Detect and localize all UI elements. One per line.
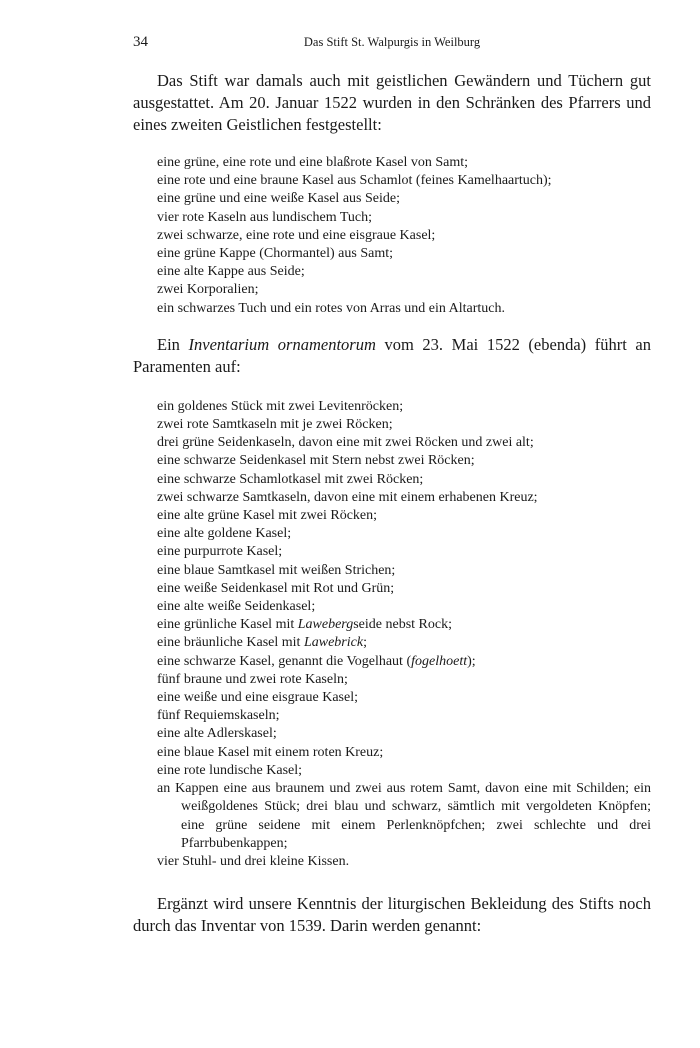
list-item: eine alte Adlerskasel; <box>157 726 277 742</box>
list-item: ein schwarzes Tuch und ein rotes von Arras und ein Altartuch. <box>157 300 505 316</box>
text-segment: eine bräunliche Kasel mit <box>157 635 304 651</box>
list-item: fünf braune und zwei rote Kaseln; <box>157 671 348 687</box>
list-item: eine weiße und eine eisgraue Kasel; <box>157 690 358 706</box>
text-segment: eine schwarze Kasel, genannt die Vogelhaut ( <box>157 653 412 669</box>
list-item: eine purpurrote Kasel; <box>157 544 283 560</box>
paragraph-inventarium <box>133 334 651 378</box>
document-page <box>133 34 651 937</box>
list-item: eine blaue Kasel mit einem roten Kreuz; <box>157 744 384 760</box>
list-item: eine alte Kappe aus Seide; <box>157 264 305 280</box>
page-header <box>133 34 651 54</box>
list-item-long: an Kappen eine aus braunem und zwei aus rotem Samt, davon eine mit Schilden; ein weißgoldenes Stück; drei blau und schwarz, sämtlich mit vergoldeten Knöpfen; eine grüne seidene mit einem Perlenknöpfchen; zwei schlechte und drei Pfarrbubenkappen; <box>157 781 651 851</box>
list-item: eine schwarze Seidenkasel mit Stern nebst zwei Röcken; <box>157 453 475 469</box>
page-number: 34 <box>133 34 148 50</box>
italic-title: Inventarium ornamentorum <box>188 334 376 354</box>
text-segment: seide nebst Rock; <box>353 617 452 633</box>
list-item: zwei schwarze, eine rote und eine eisgraue Kasel; <box>157 227 436 243</box>
list-item: eine weiße Seidenkasel mit Rot und Grün; <box>157 580 395 596</box>
list-item: eine rote lundische Kasel; <box>157 762 303 778</box>
list-item: zwei schwarze Samtkaseln, davon eine mit einem erhabenen Kreuz; <box>157 489 538 505</box>
paragraph-intro: Das Stift war damals auch mit geistlichen Gewändern und Tüchern gut ausgestattet. Am 20. Januar 1522 wurden in den Schränken des Pfarrers und eines zweiten Geistlichen festgestellt: <box>133 71 651 134</box>
text-segment: ); <box>467 653 476 669</box>
inventory-list-1522-january <box>133 154 651 318</box>
list-item: fünf Requiemskaseln; <box>157 708 280 724</box>
list-item: eine schwarze Schamlotkasel mit zwei Röcken; <box>157 471 424 487</box>
text-segment: ; <box>363 635 367 651</box>
running-head: Das Stift St. Walpurgis in Weilburg <box>303 35 481 49</box>
italic-term: Laweberg <box>297 617 354 633</box>
list-item: eine blaue Samtkasel mit weißen Strichen; <box>157 562 396 578</box>
list-item: eine grüne und eine weiße Kasel aus Seide; <box>157 191 400 207</box>
list-item: eine alte grüne Kasel mit zwei Röcken; <box>157 508 378 524</box>
list-item: eine alte weiße Seidenkasel; <box>157 599 316 615</box>
text-segment: Ein <box>157 334 189 354</box>
list-item <box>133 653 651 671</box>
list-item: vier rote Kaseln aus lundischem Tuch; <box>157 209 373 225</box>
text-segment: eine grünliche Kasel mit <box>157 617 298 633</box>
list-item <box>133 634 651 652</box>
text-segment: vom 23. Mai 1522 (ebenda) führt an Paramenten auf: <box>133 334 651 376</box>
list-item <box>133 616 651 634</box>
list-item: zwei rote Samtkaseln mit je zwei Röcken; <box>157 417 393 433</box>
inventory-list-1522-may <box>133 398 651 871</box>
paragraph-inventar-1539: Ergänzt wird unsere Kenntnis der liturgischen Bekleidung des Stifts noch durch das Inventar von 1539. Darin werden genannt: <box>133 894 651 936</box>
list-item: eine alte goldene Kasel; <box>157 526 292 542</box>
list-item: zwei Korporalien; <box>157 282 259 298</box>
list-item: ein goldenes Stück mit zwei Levitenröcken; <box>157 398 404 414</box>
list-item: vier Stuhl- und drei kleine Kissen. <box>157 853 350 869</box>
list-item: eine grüne Kappe (Chormantel) aus Samt; <box>157 246 393 262</box>
list-item: eine grüne, eine rote und eine blaßrote Kasel von Samt; <box>157 155 469 170</box>
list-item: eine rote und eine braune Kasel aus Schamlot (feines Kamelhaartuch); <box>157 173 552 189</box>
italic-term: fogelhoett <box>411 653 468 669</box>
italic-term: Lawebrick <box>303 635 364 651</box>
list-item: drei grüne Seidenkaseln, davon eine mit zwei Röcken und zwei alt; <box>157 435 534 451</box>
